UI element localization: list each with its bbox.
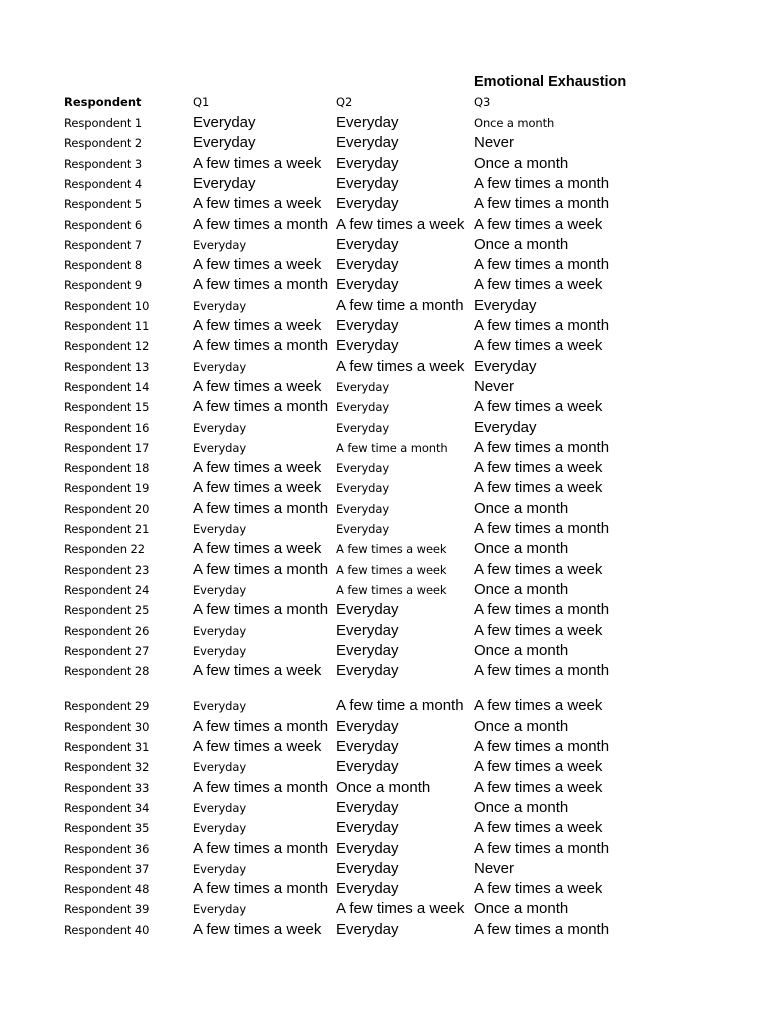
respondent-cell: Respondent 3 bbox=[64, 156, 143, 171]
q1-cell: A few times a week bbox=[193, 479, 322, 497]
q1-cell: A few times a week bbox=[193, 920, 322, 938]
q1-cell: Everyday bbox=[193, 623, 247, 638]
q2-cell: Everyday bbox=[336, 641, 399, 659]
q2-cell: Everyday bbox=[336, 337, 399, 355]
q2-cell: Everyday bbox=[336, 920, 399, 938]
table-row bbox=[0, 275, 768, 295]
q1-cell: Everyday bbox=[193, 800, 247, 815]
respondent-cell: Respondent 16 bbox=[64, 420, 150, 435]
respondent-cell: Respondent 30 bbox=[64, 719, 150, 734]
table-row bbox=[0, 113, 768, 133]
table-row bbox=[0, 641, 768, 661]
q3-cell: A few times a month bbox=[474, 520, 610, 537]
q2-cell: Everyday bbox=[336, 662, 399, 680]
q1-cell: Everyday bbox=[193, 643, 247, 658]
q3-cell: A few times a week bbox=[474, 880, 603, 898]
table-row bbox=[0, 499, 768, 519]
q3-cell: A few times a month bbox=[474, 195, 610, 213]
section-title: Emotional Exhaustion bbox=[474, 74, 627, 90]
q1-cell: A few times a month bbox=[193, 601, 329, 619]
q2-cell: Everyday bbox=[336, 276, 399, 294]
q1-cell: A few times a month bbox=[193, 839, 329, 857]
respondent-cell: Respondent 37 bbox=[64, 861, 150, 876]
q3-cell: A few times a week bbox=[474, 758, 603, 776]
q2-cell: A few times a week bbox=[336, 562, 447, 577]
q3-cell: Never bbox=[474, 859, 515, 877]
q3-cell: Once a month bbox=[474, 116, 555, 130]
q1-cell: A few times a week bbox=[193, 256, 322, 274]
table-row bbox=[0, 580, 768, 600]
respondent-cell: Respondent 29 bbox=[64, 699, 150, 714]
q2-cell: Everyday bbox=[336, 880, 399, 898]
respondent-cell: Respondent 17 bbox=[64, 440, 150, 455]
q1-cell: Everyday bbox=[193, 821, 247, 836]
q3-cell: A few times a week bbox=[474, 697, 603, 715]
q3-cell: A few times a month bbox=[474, 438, 610, 456]
q1-cell: Everyday bbox=[193, 359, 247, 374]
q2-cell: Everyday bbox=[336, 501, 390, 516]
table-row bbox=[0, 778, 768, 798]
q2-cell: Everyday bbox=[336, 819, 399, 837]
q1-cell: A few times a month bbox=[193, 499, 329, 517]
table-row bbox=[0, 296, 768, 316]
respondent-cell: Respondent 33 bbox=[64, 780, 150, 795]
q2-cell: Everyday bbox=[336, 379, 390, 394]
table-row bbox=[0, 661, 768, 681]
q1-cell: Everyday bbox=[193, 861, 247, 876]
q1-cell: A few times a week bbox=[193, 738, 322, 755]
q3-cell: Once a month bbox=[474, 900, 569, 918]
q3-cell: A few times a week bbox=[474, 459, 603, 477]
q2-cell: Everyday bbox=[336, 114, 399, 131]
respondent-cell: Respondent 6 bbox=[64, 217, 143, 232]
q3-cell: Once a month bbox=[474, 798, 569, 816]
q3-cell: A few times a week bbox=[474, 819, 603, 837]
q2-cell: A few time a month bbox=[336, 440, 448, 455]
q3-cell: Once a month bbox=[474, 235, 569, 253]
respondent-cell: Respondent 23 bbox=[64, 562, 150, 577]
q2-cell: A few time a month bbox=[336, 697, 464, 715]
table-row bbox=[0, 539, 768, 559]
q3-cell: A few times a week bbox=[474, 215, 603, 233]
q1-cell: A few times a week bbox=[193, 459, 322, 477]
q1-cell: A few times a week bbox=[193, 154, 322, 172]
q1-cell: A few times a month bbox=[193, 215, 329, 233]
respondent-cell: Respondent 36 bbox=[64, 841, 150, 856]
q3-cell: A few times a week bbox=[474, 337, 603, 355]
q3-cell: Once a month bbox=[474, 580, 569, 598]
q3-cell: Everyday bbox=[474, 357, 537, 375]
table-row bbox=[0, 717, 768, 737]
respondent-cell: Respondent 14 bbox=[64, 379, 150, 394]
respondent-cell: Respondent 27 bbox=[64, 643, 150, 658]
table-row bbox=[0, 316, 768, 336]
q2-cell: A few time a month bbox=[336, 296, 464, 314]
q2-cell: Everyday bbox=[336, 256, 399, 274]
respondent-cell: Respondent 31 bbox=[64, 740, 150, 754]
table-row bbox=[0, 621, 768, 641]
q2-cell: Everyday bbox=[336, 154, 399, 172]
table-row bbox=[0, 859, 768, 879]
respondent-cell: Respondent 34 bbox=[64, 800, 150, 815]
q1-cell: Everyday bbox=[193, 582, 247, 597]
q3-cell: Everyday bbox=[474, 296, 537, 314]
respondent-cell: Respondent 2 bbox=[64, 136, 143, 151]
q1-cell: A few times a month bbox=[193, 778, 329, 796]
q2-cell: Everyday bbox=[336, 461, 390, 476]
q2-cell: Everyday bbox=[336, 738, 399, 755]
respondent-cell: Respondent 21 bbox=[64, 522, 150, 536]
q3-cell: Once a month bbox=[474, 499, 569, 517]
q1-cell: A few times a week bbox=[193, 195, 322, 213]
q2-cell: Everyday bbox=[336, 174, 399, 192]
q1-cell: Everyday bbox=[193, 420, 247, 435]
q3-cell: A few times a week bbox=[474, 276, 603, 294]
q1-cell: A few times a month bbox=[193, 337, 329, 355]
respondent-cell: Responden 22 bbox=[64, 542, 145, 557]
q1-cell: A few times a month bbox=[193, 717, 329, 735]
table-row bbox=[0, 519, 768, 539]
respondent-cell: Respondent 19 bbox=[64, 481, 150, 496]
respondent-cell: Respondent 9 bbox=[64, 278, 143, 293]
q1-cell: Everyday bbox=[193, 902, 247, 917]
respondent-cell: Respondent 7 bbox=[64, 237, 143, 252]
q3-cell: A few times a month bbox=[474, 839, 610, 857]
table-row bbox=[0, 600, 768, 620]
q1-cell: Everyday bbox=[193, 114, 256, 131]
table-row bbox=[0, 255, 768, 275]
q1-cell: Everyday bbox=[193, 174, 256, 192]
q1-cell: Everyday bbox=[193, 134, 256, 152]
q3-cell: A few times a week bbox=[474, 778, 603, 796]
q2-cell: Everyday bbox=[336, 195, 399, 213]
q1-cell: Everyday bbox=[193, 237, 247, 252]
table-row bbox=[0, 194, 768, 214]
q3-cell: A few times a week bbox=[474, 479, 603, 497]
q3-cell: Once a month bbox=[474, 717, 569, 735]
q2-cell: Everyday bbox=[336, 134, 399, 152]
table-row bbox=[0, 839, 768, 859]
q2-cell: Everyday bbox=[336, 400, 390, 415]
respondent-cell: Respondent 15 bbox=[64, 400, 150, 415]
q3-cell: A few times a month bbox=[474, 174, 610, 192]
q2-cell: Everyday bbox=[336, 522, 390, 536]
q2-cell: Everyday bbox=[336, 235, 399, 253]
respondent-cell: Respondent 24 bbox=[64, 582, 150, 597]
respondent-cell: Respondent 32 bbox=[64, 760, 150, 775]
table-row bbox=[0, 336, 768, 356]
respondent-cell: Respondent 28 bbox=[64, 664, 150, 679]
table-row bbox=[0, 478, 768, 498]
q1-cell: Everyday bbox=[193, 699, 247, 714]
q3-cell: A few times a week bbox=[474, 621, 603, 639]
q1-cell: Everyday bbox=[193, 522, 247, 536]
q2-cell: Everyday bbox=[336, 859, 399, 877]
table-row bbox=[0, 438, 768, 458]
header-row bbox=[0, 92, 768, 112]
q3-cell: Once a month bbox=[474, 540, 569, 558]
q2-cell: Everyday bbox=[336, 758, 399, 776]
q1-cell: Everyday bbox=[193, 298, 247, 313]
q2-cell: Everyday bbox=[336, 481, 390, 496]
q3-cell: A few times a week bbox=[474, 560, 603, 578]
q3-cell: Once a month bbox=[474, 154, 569, 172]
table-row bbox=[0, 397, 768, 417]
respondent-cell: Respondent 11 bbox=[64, 319, 150, 333]
respondent-cell: Respondent 13 bbox=[64, 359, 150, 374]
q2-cell: Once a month bbox=[336, 778, 431, 796]
table-row bbox=[0, 879, 768, 899]
table-row bbox=[0, 154, 768, 174]
q1-cell: A few times a week bbox=[193, 662, 322, 680]
table-row bbox=[0, 737, 768, 757]
table-row bbox=[0, 377, 768, 397]
respondent-cell: Respondent 18 bbox=[64, 461, 150, 476]
q2-cell: A few times a week bbox=[336, 582, 447, 597]
respondent-cell: Respondent 8 bbox=[64, 258, 143, 273]
table-row bbox=[0, 899, 768, 919]
q1-cell: A few times a month bbox=[193, 880, 329, 898]
header-q1: Q1 bbox=[193, 95, 210, 109]
table-row bbox=[0, 133, 768, 153]
header-q3: Q3 bbox=[474, 95, 491, 109]
q2-cell: A few times a week bbox=[336, 357, 465, 375]
q1-cell: A few times a month bbox=[193, 276, 329, 294]
respondent-cell: Respondent 35 bbox=[64, 821, 150, 836]
respondent-cell: Respondent 20 bbox=[64, 501, 150, 516]
respondent-cell: Respondent 40 bbox=[64, 922, 150, 937]
respondent-cell: Respondent 1 bbox=[64, 116, 143, 130]
q2-cell: A few times a week bbox=[336, 900, 465, 918]
table-row bbox=[0, 560, 768, 580]
table-row bbox=[0, 357, 768, 377]
respondent-cell: Respondent 39 bbox=[64, 902, 150, 917]
q3-cell: A few times a month bbox=[474, 601, 610, 619]
q3-cell: A few times a month bbox=[474, 662, 610, 680]
q2-cell: A few times a week bbox=[336, 542, 447, 557]
q2-cell: Everyday bbox=[336, 601, 399, 619]
q3-cell: Everyday bbox=[474, 418, 537, 436]
q3-cell: A few times a month bbox=[474, 920, 610, 938]
q2-cell: Everyday bbox=[336, 839, 399, 857]
q2-cell: Everyday bbox=[336, 798, 399, 816]
q1-cell: A few times a month bbox=[193, 398, 329, 416]
q2-cell: Everyday bbox=[336, 621, 399, 639]
table-row bbox=[0, 757, 768, 777]
table-row bbox=[0, 215, 768, 235]
table-row bbox=[0, 818, 768, 838]
table-row bbox=[0, 798, 768, 818]
q1-cell: A few times a week bbox=[193, 540, 322, 558]
q2-cell: Everyday bbox=[336, 717, 399, 735]
table-row bbox=[0, 458, 768, 478]
q1-cell: A few times a week bbox=[193, 317, 322, 334]
q3-cell: Once a month bbox=[474, 641, 569, 659]
respondent-cell: Respondent 48 bbox=[64, 882, 150, 897]
header-respondent: Respondent bbox=[64, 95, 142, 109]
respondent-cell: Respondent 4 bbox=[64, 176, 143, 191]
table-row bbox=[0, 696, 768, 716]
q2-cell: Everyday bbox=[336, 317, 399, 334]
q3-cell: A few times a month bbox=[474, 256, 610, 274]
q2-cell: A few times a week bbox=[336, 215, 465, 233]
q1-cell: Everyday bbox=[193, 760, 247, 775]
q1-cell: Everyday bbox=[193, 440, 247, 455]
q2-cell: Everyday bbox=[336, 420, 390, 435]
q3-cell: Never bbox=[474, 134, 515, 152]
table-row bbox=[0, 418, 768, 438]
respondent-cell: Respondent 5 bbox=[64, 197, 143, 212]
header-q2: Q2 bbox=[336, 95, 353, 109]
q1-cell: A few times a week bbox=[193, 377, 322, 395]
q3-cell: A few times a week bbox=[474, 398, 603, 416]
table-row bbox=[0, 174, 768, 194]
q3-cell: A few times a month bbox=[474, 317, 610, 334]
respondent-cell: Respondent 25 bbox=[64, 603, 150, 618]
q3-cell: A few times a month bbox=[474, 738, 610, 755]
respondent-cell: Respondent 12 bbox=[64, 339, 150, 354]
table-row bbox=[0, 920, 768, 940]
respondent-cell: Respondent 26 bbox=[64, 623, 150, 638]
table-row bbox=[0, 235, 768, 255]
q3-cell: Never bbox=[474, 377, 515, 395]
respondent-cell: Respondent 10 bbox=[64, 298, 150, 313]
q1-cell: A few times a month bbox=[193, 560, 329, 578]
